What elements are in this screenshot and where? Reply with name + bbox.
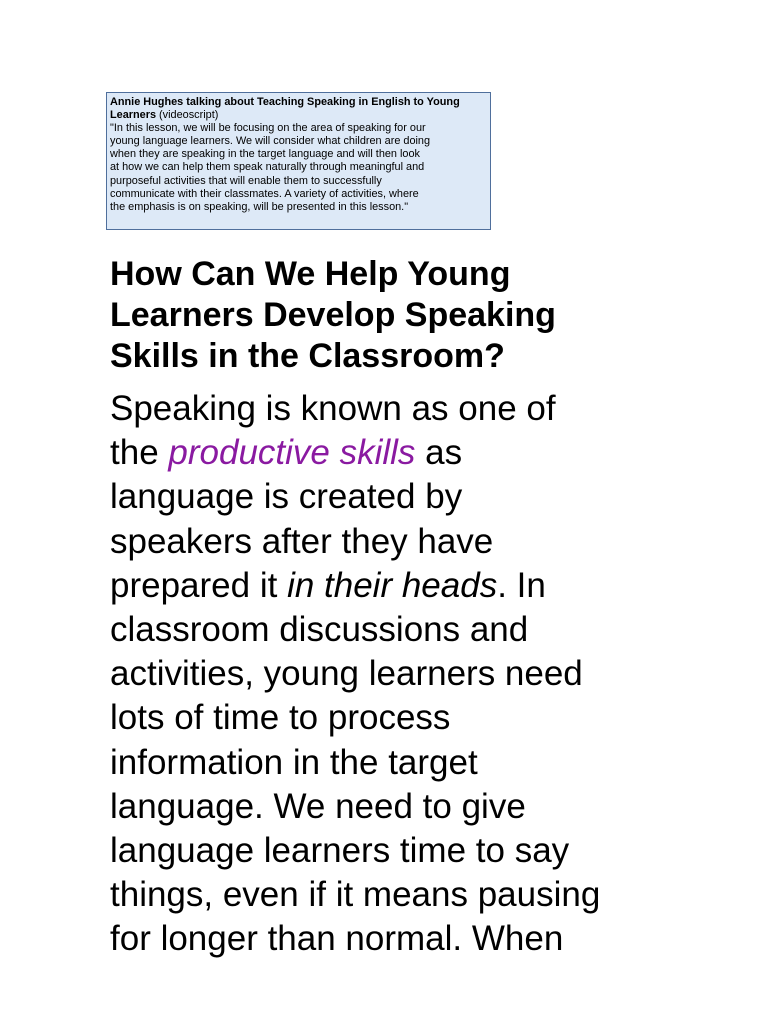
body-line: classroom discussions and — [110, 610, 529, 650]
heading-line: Skills in the Classroom? — [110, 337, 505, 375]
body-line: for longer than normal. When — [110, 919, 564, 959]
callout-quote-line: when they are speaking in the target language and will then look — [110, 148, 420, 161]
article-heading — [110, 254, 670, 377]
callout-quote-line: at how we can help them speak naturally through meaningful and — [110, 161, 425, 174]
article-body — [110, 387, 690, 962]
callout-quote-line: young language learners. We will consider what children are doing — [110, 135, 431, 148]
body-text-segment: the — [110, 433, 169, 473]
body-line: language learners time to say — [110, 831, 570, 871]
heading-line: How Can We Help Young — [110, 255, 511, 293]
productive-skills-term: productive skills — [168, 433, 416, 473]
body-text-segment: as — [415, 433, 463, 473]
in-their-heads-emphasis: in their heads — [287, 565, 498, 605]
callout-quote-line: communicate with their classmates. A variety of activities, where — [110, 187, 419, 200]
callout-tag: (videoscript) — [159, 109, 219, 122]
body-text-segment: . In — [497, 565, 546, 605]
body-line: lots of time to process — [110, 698, 451, 738]
body-line — [110, 431, 690, 475]
callout-speaker-title: Annie Hughes talking about Teaching Speaking in English to Young Learners — [110, 96, 460, 122]
heading-line: Learners Develop Speaking — [110, 296, 556, 334]
body-line: language is created by — [110, 477, 463, 517]
body-text-segment: prepared it — [110, 565, 288, 605]
body-line — [110, 564, 690, 608]
body-line: activities, young learners need — [110, 654, 583, 694]
callout-quote-line: purposeful activities that will enable them to successfully — [110, 174, 382, 187]
callout-quote-line: the emphasis is on speaking, will be presented in this lesson." — [110, 200, 409, 213]
callout-quote-line: "In this lesson, we will be focusing on the area of speaking for our — [110, 122, 426, 135]
body-line: language. We need to give — [110, 786, 526, 826]
body-line: things, even if it means pausing — [110, 875, 601, 915]
body-line: information in the target — [110, 742, 478, 782]
body-line: Speaking is known as one of — [110, 389, 556, 428]
videoscript-callout-box — [106, 92, 491, 230]
body-line: speakers after they have — [110, 521, 494, 561]
